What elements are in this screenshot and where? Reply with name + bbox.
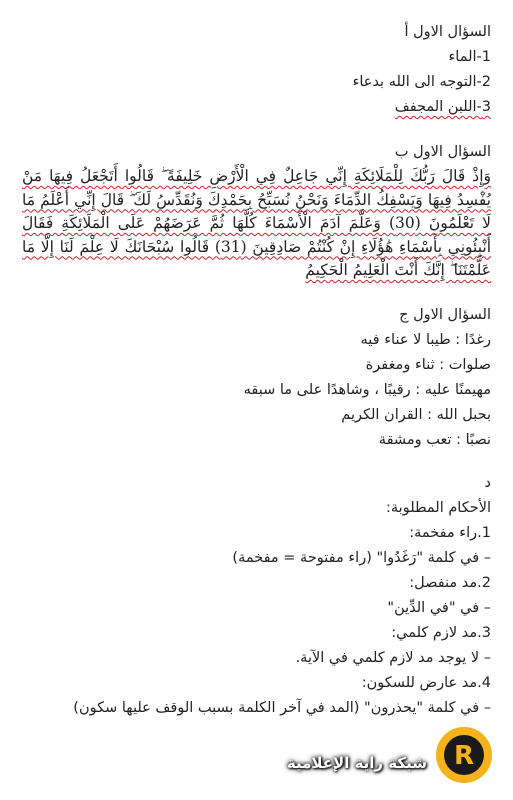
section-a-title: السؤال الاول أ bbox=[404, 24, 491, 40]
definition-item: مهيمنًا عليه : رقيبًا ، وشاهدًا على ما سبقه bbox=[243, 381, 491, 398]
definition-item: رغدًا : طيبا لا عناء فيه bbox=[360, 331, 491, 348]
section-a-item-1: 1-الماء bbox=[448, 49, 491, 65]
document bbox=[22, 18, 491, 721]
raya-logo-icon bbox=[433, 724, 495, 786]
rule-detail: – في كلمة "يحذرون" (المد في آخر الكلمة بسبب الوقف عليها سكون) bbox=[73, 699, 491, 716]
rule-detail: – لا يوجد مد لازم كلمي في الآية. bbox=[295, 649, 491, 666]
rule-detail: – في كلمة "رَغَدُوا" (راء مفتوحة = مفخمة) bbox=[232, 549, 491, 566]
rule-heading: 1.راء مفخمة: bbox=[409, 524, 491, 541]
logo-letter: R bbox=[453, 741, 475, 771]
watermark bbox=[0, 736, 513, 800]
section-b-title: السؤال الاول ب bbox=[394, 144, 491, 160]
quran-verse: وَإِذْ قَالَ رَبُّكَ لِلْمَلَائِكَةِ إِنِّي جَاعِلٌ فِي الْأَرْضِ خَلِيفَةً ۖ قَالُوا أَتَجْعَلُ فِيهَا مَنْ يُفْسِدُ فِيهَا وَيَسْفِكُ الدِّمَاءَ وَنَحْنُ نُسَبِّحُ بِحَمْدِكَ وَنُقَدِّسُ لَكَ ۖ قَالَ إِنِّي أَعْلَمُ مَا لَا تَعْلَمُونَ (30) وَعَلَّمَ آدَمَ الْأَسْمَاءَ كُلَّهَا ثُمَّ عَرَضَهُمْ عَلَى الْمَلَائِكَةِ فَقَالَ أَنْبِئُونِي بِأَسْمَاءِ هَٰؤُلَاءِ إِنْ كُنْتُمْ صَادِقِينَ (31) قَالُوا سُبْحَانَكَ لَا عِلْمَ لَنَا إِلَّا مَا عَلَّمْتَنَا ۖ إِنَّكَ أَنْتَ الْعَلِيمُ الْحَكِيمُ bbox=[22, 167, 491, 279]
definition-item: بحبل الله : القران الكريم bbox=[341, 406, 491, 423]
section-a-item-3: 3-اللبن المجفف bbox=[394, 99, 491, 115]
rule-detail: – في "في الدِّين" bbox=[387, 599, 491, 616]
section-a-item-2: 2-التوجه الى الله بدعاء bbox=[352, 74, 491, 90]
rule-heading: 4.مد عارض للسكون: bbox=[361, 674, 491, 691]
definition-item: صلوات : ثناء ومغفرة bbox=[365, 356, 491, 373]
rule-heading: 3.مد لازم كلمي: bbox=[391, 624, 491, 641]
watermark-text: شبكة راية الإعلامية bbox=[286, 754, 427, 772]
definition-item: نصبًا : تعب ومشقة bbox=[378, 431, 491, 448]
section-d-letter: د bbox=[484, 474, 491, 491]
rule-heading: 2.مد منفصل: bbox=[409, 574, 491, 591]
section-d-title: الأحكام المطلوبة: bbox=[386, 499, 491, 516]
section-c-title: السؤال الاول ج bbox=[399, 306, 491, 323]
